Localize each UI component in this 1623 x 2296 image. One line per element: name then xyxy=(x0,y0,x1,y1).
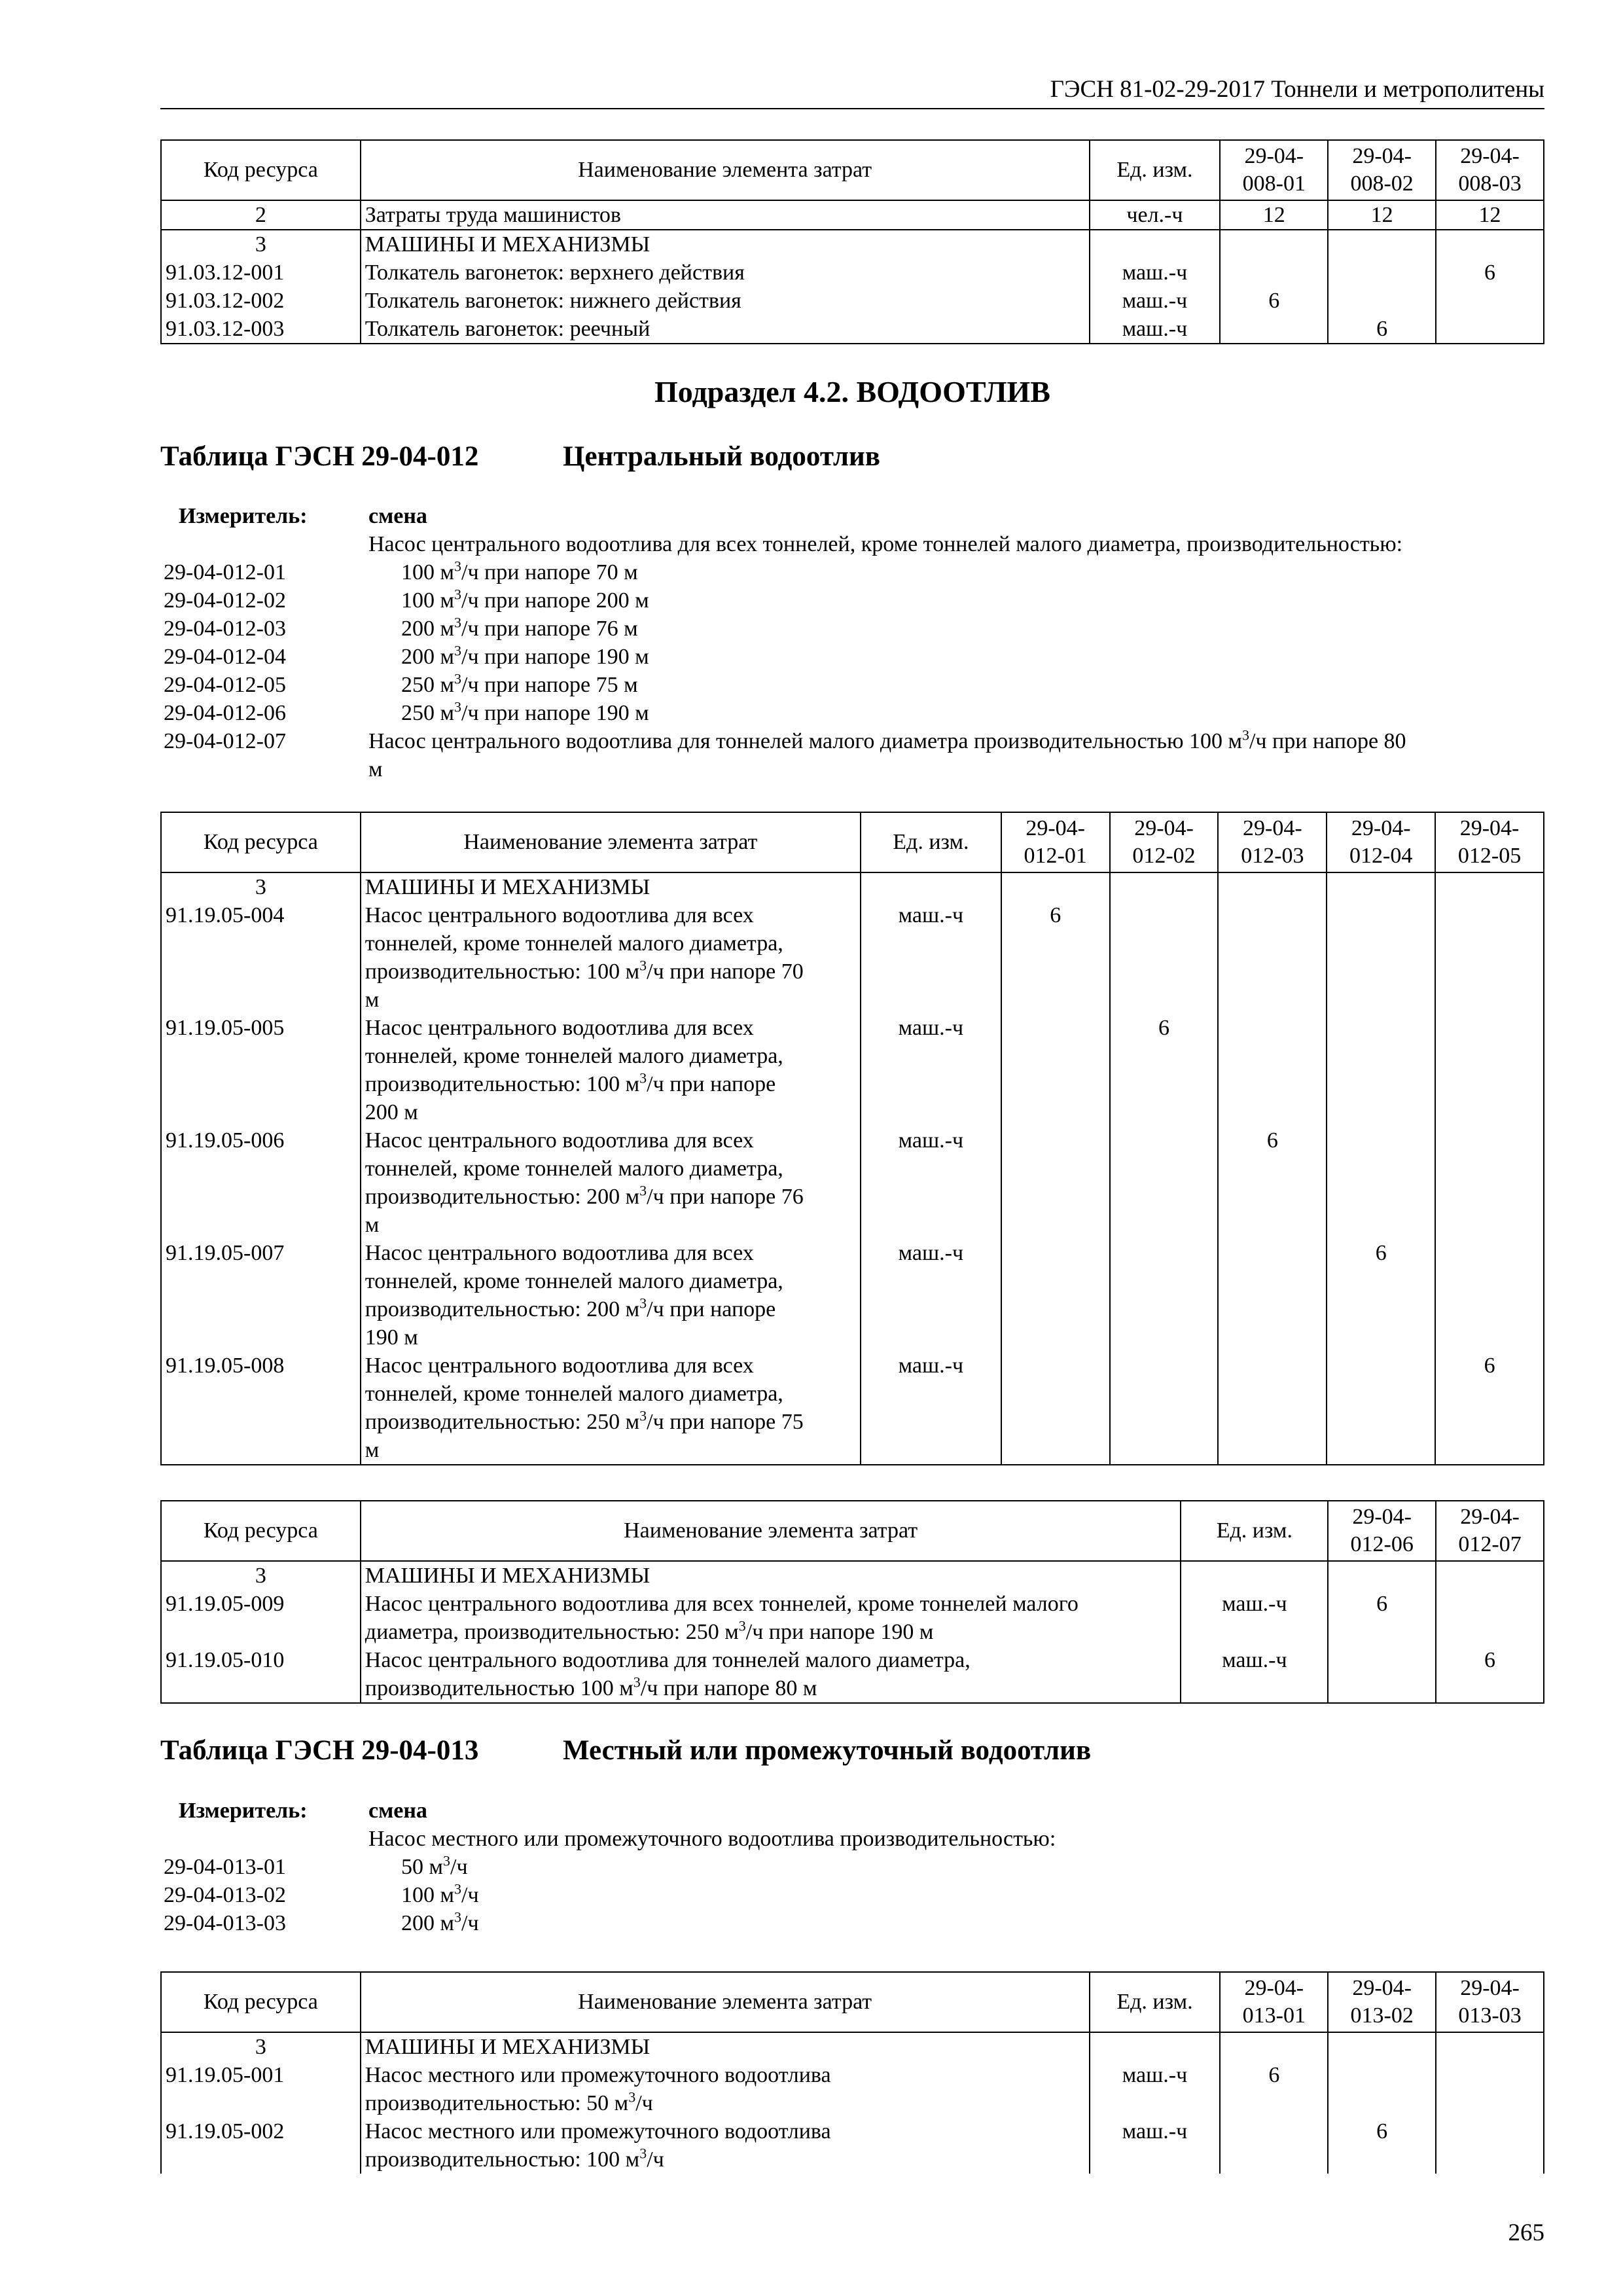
table-row: 91.19.05-006 Насос центрального водоотлива для всех тоннелей, кроме тоннелей малого диаметра, производительностью: 200 $м^3/ч$ при напоре 76 м маш.-ч 6 xyxy=(161,1126,1544,1239)
table-29-04-012-a xyxy=(160,812,1544,1465)
header-col: 29-04-012-07 xyxy=(1436,1501,1544,1561)
list-item: 29-04-012-07 Насос центрального водоотлива для тоннелей малого диаметра производительностью 100 $м^3/ч$ при напоре 80 xyxy=(164,726,1406,753)
table-row: 91.19.05-005 Насос центрального водоотлива для всех тоннелей, кроме тоннелей малого диаметра, производительностью: 100 $м^3/ч$ при напоре 200 м маш.-ч 6 xyxy=(161,1014,1544,1126)
list-item: 29-04-012-06 250 $м^3/ч$ при напоре 190 м xyxy=(164,698,649,725)
header-code: Код ресурса xyxy=(161,1972,361,2032)
header-col: 29-04-012-03 xyxy=(1218,812,1327,872)
header-name: Наименование элемента затрат xyxy=(361,1972,1090,2032)
table-row: 91.19.05-004 Насос центрального водоотлива для всех тоннелей, кроме тоннелей малого диаметра, производительностью: 100 $м^3/ч$ при напоре 70 м маш.-ч 6 xyxy=(161,901,1544,1014)
meter-value: смена xyxy=(368,1799,427,1823)
section-title: Подраздел 4.2. ВОДООТЛИВ xyxy=(654,375,1050,408)
table-row: 91.19.05-010 Насос центрального водоотлива для тоннелей малого диаметра, производительностью 100 $м^3/ч$ при напоре 80 м маш.-ч 6 xyxy=(161,1646,1544,1703)
list-item: 29-04-012-05 250 $м^3/ч$ при напоре 75 м xyxy=(164,670,638,697)
header-col: 29-04-012-01 xyxy=(1001,812,1110,872)
header-col: 29-04-012-04 xyxy=(1327,812,1435,872)
header-name: Наименование элемента затрат xyxy=(361,812,861,872)
table-29-04-008 xyxy=(160,139,1544,344)
table-name: Местный или промежуточный водоотлив xyxy=(563,1735,1092,1766)
table-row: 3 МАШИНЫ И МЕХАНИЗМЫ xyxy=(161,1561,1544,1590)
table-row: 3 МАШИНЫ И МЕХАНИЗМЫ xyxy=(161,230,1544,259)
list-item: 29-04-012-04 200 $м^3/ч$ при напоре 190 м xyxy=(164,642,649,669)
table-row: 91.19.05-001 Насос местного или промежуточного водоотлива производительностью: 50 $м^3/ч$ маш.-ч 6 xyxy=(161,2061,1544,2117)
table-label: Таблица ГЭСН 29-04-012 xyxy=(160,441,479,472)
list-item: 29-04-013-02 100 $м^3/ч$ xyxy=(164,1880,479,1907)
header-col: 29-04-013-01 xyxy=(1220,1972,1328,2032)
header-unit: Ед. изм. xyxy=(1090,140,1221,200)
meter-value: смена xyxy=(368,504,427,528)
table-name: Центральный водоотлив xyxy=(563,441,881,472)
table-row: 2 Затраты труда машинистов чел.-ч 12 12 12 xyxy=(161,200,1544,230)
meter-label: Измеритель: xyxy=(179,504,308,528)
meter-block xyxy=(160,1797,1544,1937)
table-title xyxy=(160,1734,1092,1767)
table-row: 91.03.12-001 Толкатель вагонеток: верхнего действия маш.-ч 6 xyxy=(161,259,1544,287)
table-row: 91.19.05-009 Насос центрального водоотлива для всех тоннелей, кроме тоннелей малого диаметра, производительностью: 250 $м^3/ч$ при напоре 190 м маш.-ч 6 xyxy=(161,1590,1544,1646)
list-item: 29-04-012-01 100 $м^3/ч$ при напоре 70 м xyxy=(164,558,638,584)
header-col: 29-04-012-05 xyxy=(1435,812,1544,872)
table-label: Таблица ГЭСН 29-04-013 xyxy=(160,1735,479,1766)
header-code: Код ресурса xyxy=(161,812,361,872)
header-col: 29-04-008-03 xyxy=(1436,140,1544,200)
table-row: 91.19.05-007 Насос центрального водоотлива для всех тоннелей, кроме тоннелей малого диаметра, производительностью: 200 $м^3/ч$ при напоре 190 м маш.-ч 6 xyxy=(161,1239,1544,1352)
header-code: Код ресурса xyxy=(161,1501,361,1561)
table-row: 3 МАШИНЫ И МЕХАНИЗМЫ xyxy=(161,2032,1544,2061)
header-col: 29-04-012-06 xyxy=(1328,1501,1436,1561)
meter-intro: Насос местного или промежуточного водоотлива производительностью: xyxy=(368,1827,1056,1851)
table-title xyxy=(160,440,881,473)
header-col: 29-04-008-02 xyxy=(1328,140,1436,200)
table-row: 3 МАШИНЫ И МЕХАНИЗМЫ xyxy=(161,872,1544,901)
list-item: 29-04-013-01 50 $м^3/ч$ xyxy=(164,1852,468,1879)
list-item: 29-04-012-03 200 $м^3/ч$ при напоре 76 м xyxy=(164,614,638,641)
list-item: 29-04-013-03 200 $м^3/ч$ xyxy=(164,1909,479,1935)
header-col: 29-04-008-01 xyxy=(1220,140,1328,200)
table-29-04-012-b xyxy=(160,1500,1544,1704)
list-item: 29-04-012-02 100 $м^3/ч$ при напоре 200 м xyxy=(164,586,649,613)
header-code: Код ресурса xyxy=(161,140,361,200)
header-col: 29-04-013-03 xyxy=(1436,1972,1544,2032)
table-29-04-013 xyxy=(160,1971,1544,2174)
meter-label: Измеритель: xyxy=(179,1799,308,1823)
header-col: 29-04-012-02 xyxy=(1110,812,1219,872)
table-row: 91.03.12-003 Толкатель вагонеток: реечный маш.-ч 6 xyxy=(161,315,1544,344)
table-row: 91.19.05-008 Насос центрального водоотлива для всех тоннелей, кроме тоннелей малого диаметра, производительностью: 250 $м^3/ч$ при напоре 75 м маш.-ч 6 xyxy=(161,1352,1544,1465)
running-header: ГЭСН 81-02-29-2017 Тоннели и метрополитены xyxy=(1050,76,1544,103)
header-name: Наименование элемента затрат xyxy=(361,1501,1181,1561)
page-number: 265 xyxy=(1508,2219,1544,2246)
header-unit: Ед. изм. xyxy=(1090,1972,1221,2032)
meter-intro: Насос центрального водоотлива для всех тоннелей, кроме тоннелей малого диаметра, производительностью: xyxy=(368,532,1403,556)
header-col: 29-04-013-02 xyxy=(1328,1972,1436,2032)
header-rule xyxy=(160,108,1544,109)
header-name: Наименование элемента затрат xyxy=(361,140,1090,200)
header-unit: Ед. изм. xyxy=(1181,1501,1328,1561)
table-row: 91.03.12-002 Толкатель вагонеток: нижнего действия маш.-ч 6 xyxy=(161,287,1544,315)
header-unit: Ед. изм. xyxy=(861,812,1001,872)
table-row: 91.19.05-002 Насос местного или промежуточного водоотлива производительностью: 100 $м^3/ч$ маш.-ч 6 xyxy=(161,2117,1544,2174)
meter-block: Измеритель: смена Насос центрального водоотлива для всех тоннелей, кроме тоннелей малого диаметра, производительностью: 29-04-012-01 100 $м^3/ч$ при напоре 70 м 29-04-012-02 100 $м^3/ч$ при напоре 200 м 29-04-012-03 200 $м^3/ч$ при напоре 76 м 29-04-012-04 200 $м^3/ч$ при напоре 190 м 29-04-012-05 250 $м^3/ч$ при напоре 75 м 29-04-012-06 250 $м^3/ч$ при напоре 190 м 29-04-012-07 Насос центрального водоотлива для тоннелей малого диаметра производительностью 100 $м^3/ч$ при напоре 80 м xyxy=(160,502,1544,783)
